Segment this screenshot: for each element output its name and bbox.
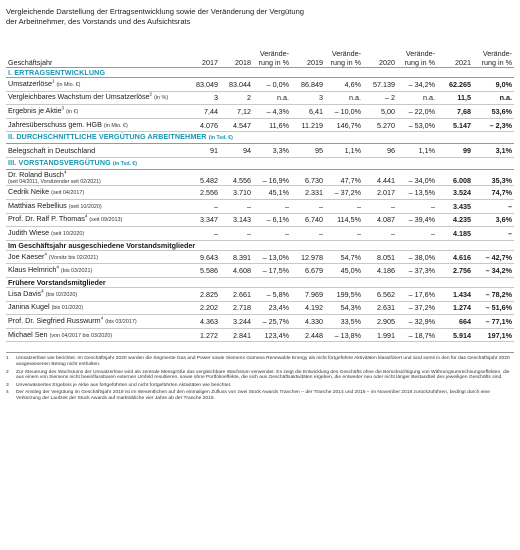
table-cell: 4.608	[220, 264, 253, 278]
col-change-1: Verände-rung in %	[253, 49, 291, 68]
row-label	[6, 200, 184, 214]
row-label	[6, 328, 184, 342]
footnote-ref: 1	[51, 78, 55, 84]
row-label-text: Joe Kaeser	[8, 251, 45, 261]
table-cell: 2.631	[363, 301, 397, 315]
footnote-ref: 4	[56, 264, 59, 270]
table-cell: – 17,6%	[397, 288, 437, 302]
row-label-text: Prof. Dr. Ralf P. Thomas	[8, 214, 85, 224]
table-row	[6, 264, 514, 278]
table-cell: 6.730	[291, 169, 325, 186]
table-cell: 4.363	[184, 315, 220, 329]
table-cell: 62.265	[437, 78, 473, 92]
table-cell: 1,1%	[325, 144, 363, 158]
table-cell: 35,3%	[473, 169, 514, 186]
table-cell: 2.756	[437, 264, 473, 278]
table-cell: 1.274	[437, 301, 473, 315]
table-cell: – 32,9%	[397, 315, 437, 329]
table-row	[6, 200, 514, 214]
table-cell: 47,7%	[325, 169, 363, 186]
table-cell: – 78,2%	[473, 288, 514, 302]
table-row	[6, 78, 514, 92]
col-2021: 2021	[437, 49, 473, 68]
table-cell: 11,6%	[253, 118, 291, 132]
table-cell: – 37,3%	[397, 264, 437, 278]
row-label	[6, 264, 184, 278]
table-cell: 2.718	[220, 301, 253, 315]
table-cell: –	[184, 200, 220, 214]
table-cell: 4.087	[363, 213, 397, 227]
table-cell: 1,1%	[397, 144, 437, 158]
report-page	[6, 0, 514, 401]
table-cell: 2	[220, 91, 253, 105]
footnote	[6, 390, 514, 402]
table-cell: 11,5	[437, 91, 473, 105]
table-cell: 12.978	[291, 250, 325, 264]
table-row	[6, 186, 514, 200]
table-cell: 6.740	[291, 213, 325, 227]
table-cell: 54,7%	[325, 250, 363, 264]
table-cell: 2.448	[291, 328, 325, 342]
table-cell: 8.391	[220, 250, 253, 264]
table-cell: 9.643	[184, 250, 220, 264]
table-cell: – 4,3%	[253, 105, 291, 119]
table-cell: 3.435	[437, 200, 473, 214]
table-cell: n.a.	[253, 91, 291, 105]
row-label	[6, 301, 184, 315]
table-cell: –	[253, 200, 291, 214]
table-cell: – 0,0%	[253, 78, 291, 92]
table-cell: – 5,8%	[253, 288, 291, 302]
table-cell: –	[253, 227, 291, 241]
table-cell: 8.051	[363, 250, 397, 264]
table-cell: 57.139	[363, 78, 397, 92]
table-row	[6, 105, 514, 119]
table-cell: 4.441	[363, 169, 397, 186]
table-row	[6, 91, 514, 105]
footnote-number: 4	[6, 389, 9, 395]
footnote-ref: 2	[149, 92, 153, 97]
col-2020: 2020	[363, 49, 397, 68]
table-row	[6, 213, 514, 227]
row-label	[6, 78, 184, 92]
row-label	[6, 91, 184, 105]
section-title: II. DURCHSCHNITTLICHE VERGÜTUNG ARBEITNEHMER	[8, 132, 207, 142]
row-note: (bis 03/2017)	[105, 319, 137, 326]
row-label-text: Belegschaft in Deutschland	[8, 146, 96, 156]
table-cell: 3.143	[220, 213, 253, 227]
table-cell: 5.586	[184, 264, 220, 278]
table-cell: 146,7%	[325, 118, 363, 132]
footnote-text: Umsatzerlöse wie berichtet. Im Geschäftsjahr 2020 wurden die Segmente Gas and Power sowie Siemens Gamesa Renewable Energy als nicht fortgeführte Aktivitäten klassifiziert und sind somit in den für das Geschäftsjahr 2020 ausgewiesenen Betrag nicht enthalten.	[16, 356, 510, 368]
table-cell: 54,3%	[325, 301, 363, 315]
table-cell: 7.969	[291, 288, 325, 302]
table-cell: – 6,1%	[253, 213, 291, 227]
table-cell: 6.679	[291, 264, 325, 278]
table-cell: 3.347	[184, 213, 220, 227]
footnote-text: Unverwässertes Ergebnis je Aktie aus fortgeführten und nicht fortgeführten Aktivitäten wie berichtet.	[16, 382, 232, 388]
table-cell: 5.482	[184, 169, 220, 186]
table-cell: 1.272	[184, 328, 220, 342]
table-row	[6, 169, 514, 186]
table-cell: 99	[437, 144, 473, 158]
table-cell: 2.202	[184, 301, 220, 315]
section-arbeitnehmer	[6, 132, 514, 144]
row-label-text: Jahresüberschuss gem. HGB	[8, 119, 102, 129]
subsection-frueher	[6, 278, 514, 288]
footnotes	[6, 352, 514, 401]
table-cell: 2.905	[363, 315, 397, 329]
table-cell: – 22,0%	[397, 105, 437, 119]
table-cell: 197,1%	[473, 328, 514, 342]
row-label-text: Dr. Roland Busch	[8, 169, 64, 179]
footnote-ref: 4	[41, 288, 44, 294]
table-cell: 2.841	[220, 328, 253, 342]
table-cell: –	[363, 227, 397, 241]
table-cell: 2.661	[220, 288, 253, 302]
table-cell: 3.244	[220, 315, 253, 329]
table-cell: 3,1%	[473, 144, 514, 158]
footnote-number: 1	[6, 356, 9, 362]
col-2019: 2019	[291, 49, 325, 68]
table-cell: 96	[363, 144, 397, 158]
row-note: (von 04/2017 bis 03/2020)	[49, 332, 113, 339]
row-note: (bis 03/2021)	[60, 268, 93, 275]
table-cell: 1.434	[437, 288, 473, 302]
table-cell: 94	[220, 144, 253, 158]
row-label	[6, 315, 184, 329]
subsection-ausgeschieden	[6, 240, 514, 250]
table-cell: 5.914	[437, 328, 473, 342]
table-cell: – 18,7%	[397, 328, 437, 342]
table-cell: 7,12	[220, 105, 253, 119]
table-cell: 86.849	[291, 78, 325, 92]
row-label	[6, 186, 184, 200]
subsection-title: Frühere Vorstandsmitglieder	[6, 278, 253, 288]
document-title	[6, 7, 514, 27]
row-note: (in Mio. €)	[103, 122, 128, 129]
table-cell: 5.147	[437, 118, 473, 132]
table-cell: 4.556	[220, 169, 253, 186]
table-cell: –	[473, 200, 514, 214]
footnote-ref: 4	[100, 315, 104, 321]
table-cell: – 34,2%	[473, 264, 514, 278]
table-cell: –	[220, 200, 253, 214]
row-label-text: Michael Sen	[8, 329, 48, 339]
table-cell: 45,0%	[325, 264, 363, 278]
table-cell: 91	[184, 144, 220, 158]
table-cell: – 42,7%	[473, 250, 514, 264]
table-row	[6, 328, 514, 342]
row-label	[6, 169, 184, 186]
footnote-ref: 3	[61, 105, 65, 111]
table-cell: 4.235	[437, 213, 473, 227]
row-label	[6, 144, 184, 158]
table-cell: 4.192	[291, 301, 325, 315]
table-cell: 3.524	[437, 186, 473, 200]
row-label-text: Vergleichbares Wachstum der Umsatzerlöse	[8, 92, 150, 102]
footnote	[6, 383, 514, 389]
table-cell: 95	[291, 144, 325, 158]
section-vorstand	[6, 157, 514, 169]
table-cell: 9,0%	[473, 78, 514, 92]
row-note: (seit 04/2017)	[51, 190, 85, 197]
footnote-number: 2	[6, 369, 9, 375]
row-label-text: Lisa Davis	[8, 288, 42, 298]
table-cell: 4.547	[220, 118, 253, 132]
col-change-2: Verände-rung in %	[325, 49, 363, 68]
footnote-text: Zur Steuerung des Wachstums der Umsatzerlöse wird als zentrale Messgröße das vergleichbare Wachstum verwendet. Es zeigt die Entwicklung des Geschäfts ohne die Berücksichtigung von Währungsumrechnungseffekten, die aus einem von Siemens nicht beeinflussbaren externen Umfeld resultieren, sowie ohne Portfolioeffekte, die sich aus Geschäftsaktivitäten ergeben, die entweder neu oder nicht länger Bestandteil des jeweiligen Geschäfts sind.	[16, 369, 510, 381]
section-unit: (in Tsd. €)	[208, 135, 233, 142]
table-cell: – 13,0%	[253, 250, 291, 264]
table-cell: –	[220, 227, 253, 241]
row-note: (seit 04/2011, Vorsitzender seit 02/2021)	[8, 178, 101, 185]
table-cell: 11.219	[291, 118, 325, 132]
table-cell: – 34,0%	[397, 169, 437, 186]
table-cell: 5.270	[363, 118, 397, 132]
table-cell: –	[397, 227, 437, 241]
table-cell: n.a.	[325, 91, 363, 105]
comparison-table	[6, 49, 514, 342]
section-ertrag	[6, 68, 514, 78]
table-cell: 74,7%	[473, 186, 514, 200]
table-cell: 6.562	[363, 288, 397, 302]
table-cell: 114,5%	[325, 213, 363, 227]
table-cell: 7,68	[437, 105, 473, 119]
table-cell: 5,00	[363, 105, 397, 119]
table-cell: 83.049	[184, 78, 220, 92]
table-cell: 23,4%	[253, 301, 291, 315]
table-cell: 2.556	[184, 186, 220, 200]
table-cell: – 13,5%	[397, 186, 437, 200]
col-change-4: Verände-rung in %	[473, 49, 514, 68]
table-cell: – 37,2%	[397, 301, 437, 315]
table-cell: –	[184, 227, 220, 241]
table-cell: –	[473, 227, 514, 241]
footnote-ref: 4	[84, 214, 88, 220]
col-change-3: Verände-rung in %	[397, 49, 437, 68]
table-cell: –	[291, 227, 325, 241]
table-cell: – 37,2%	[325, 186, 363, 200]
row-note: (in €)	[66, 108, 79, 115]
table-cell: –	[291, 200, 325, 214]
table-cell: – 17,5%	[253, 264, 291, 278]
row-label-text: Klaus Helmrich	[8, 265, 57, 275]
table-cell: 4.185	[437, 227, 473, 241]
table-cell: – 2,3%	[473, 118, 514, 132]
footnote	[6, 356, 514, 368]
row-label-text: Cedrik Neike	[8, 187, 50, 197]
col-2017: 2017	[184, 49, 220, 68]
col-2018: 2018	[220, 49, 253, 68]
table-cell: 7,44	[184, 105, 220, 119]
table-cell: –	[325, 200, 363, 214]
row-label	[6, 105, 184, 119]
row-note: (seit 10/2020)	[68, 203, 102, 210]
table-cell: n.a.	[473, 91, 514, 105]
table-cell: 83.044	[220, 78, 253, 92]
column-header-row	[6, 49, 514, 68]
table-cell: 33,5%	[325, 315, 363, 329]
table-row	[6, 315, 514, 329]
table-row	[6, 118, 514, 132]
section-title: I. ERTRAGSENTWICKLUNG	[8, 68, 106, 77]
table-cell: – 51,6%	[473, 301, 514, 315]
table-row	[6, 144, 514, 158]
table-row	[6, 288, 514, 302]
table-cell: 45,1%	[253, 186, 291, 200]
footnote-ref: 4	[63, 169, 67, 175]
footnote-number: 3	[6, 382, 9, 388]
table-cell: 4.076	[184, 118, 220, 132]
row-label	[6, 213, 184, 227]
table-cell: 2.331	[291, 186, 325, 200]
table-cell: n.a.	[397, 91, 437, 105]
row-label	[6, 118, 184, 132]
footnote-text: Der Anstieg der Vergütung im Geschäftsjahr 2019 ist im Wesentlichen auf den einmaligen Zufluss von zwei Stock Awards Tranchen – der Tranche 2014 und 2015 – im November 2018 zurückzuführen, bedingt durch eine Verkürzung der Laufzeit der Stock Awards auf marktübliche vier Jahre ab der Tranche 2015.	[16, 389, 490, 401]
table-cell: 6,41	[291, 105, 325, 119]
row-label	[6, 250, 184, 264]
table-cell: 1.991	[363, 328, 397, 342]
table-cell: – 34,2%	[397, 78, 437, 92]
row-label-text: Matthias Rebellius	[8, 200, 67, 210]
table-cell: – 77,1%	[473, 315, 514, 329]
table-cell: 3	[291, 91, 325, 105]
table-cell: 4.330	[291, 315, 325, 329]
row-note: (bis 02/2020)	[45, 291, 78, 298]
table-cell: 4.616	[437, 250, 473, 264]
row-note: (Vorsitz bis 02/2021)	[48, 254, 99, 261]
table-cell: 6.008	[437, 169, 473, 186]
col-label: Geschäftsjahr	[6, 49, 184, 68]
table-cell: 3,6%	[473, 213, 514, 227]
table-cell: – 39,4%	[397, 213, 437, 227]
table-cell: – 10,0%	[325, 105, 363, 119]
table-cell: –	[397, 200, 437, 214]
table-cell: 4.186	[363, 264, 397, 278]
row-note: (seit 10/2020)	[51, 231, 85, 238]
row-label-text: Prof. Dr. Siegfried Russwurm	[8, 316, 101, 326]
table-cell: 53,6%	[473, 105, 514, 119]
subsection-title: Im Geschäftsjahr ausgeschiedene Vorstandsmitglieder	[6, 240, 253, 250]
table-cell: 2.017	[363, 186, 397, 200]
table-row	[6, 301, 514, 315]
title-line-1: Vergleichende Darstellung der Ertragsentwicklung sowie der Veränderung der Vergütung	[6, 7, 305, 16]
table-cell: – 38,0%	[397, 250, 437, 264]
row-label-text: Judith Wiese	[8, 228, 50, 238]
table-cell: 4,6%	[325, 78, 363, 92]
table-cell: –	[363, 200, 397, 214]
table-cell: 3	[184, 91, 220, 105]
row-note: (in %)	[154, 95, 169, 102]
table-cell: 199,5%	[325, 288, 363, 302]
row-label-text: Ergebnis je Aktie	[8, 105, 62, 115]
row-label	[6, 227, 184, 241]
table-cell: 2.825	[184, 288, 220, 302]
row-label-text: Umsatzerlöse	[8, 78, 52, 88]
table-cell: –	[325, 227, 363, 241]
row-note: (in Mio. €)	[56, 81, 81, 88]
table-cell: – 25,7%	[253, 315, 291, 329]
table-cell: 123,4%	[253, 328, 291, 342]
row-note: (seit 09/2013)	[89, 217, 123, 224]
table-cell: 3,3%	[253, 144, 291, 158]
section-title: III. VORSTANDSVERGÜTUNG	[8, 157, 111, 167]
table-cell: – 16,9%	[253, 169, 291, 186]
section-unit: (in Tsd. €)	[112, 160, 138, 167]
table-row	[6, 227, 514, 241]
title-line-2: der Arbeitnehmer, des Vorstands und des Aufsichtsrats	[6, 17, 191, 26]
table-cell: 664	[437, 315, 473, 329]
row-note: (bis 01/2020)	[51, 305, 84, 312]
footnote-ref: 4	[44, 251, 47, 257]
footnote	[6, 370, 514, 382]
table-row	[6, 250, 514, 264]
table-cell: – 53,0%	[397, 118, 437, 132]
table-cell: 3.710	[220, 186, 253, 200]
table-cell: – 2	[363, 91, 397, 105]
row-label	[6, 288, 184, 302]
row-label-text: Janina Kugel	[8, 302, 50, 312]
table-cell: – 13,8%	[325, 328, 363, 342]
